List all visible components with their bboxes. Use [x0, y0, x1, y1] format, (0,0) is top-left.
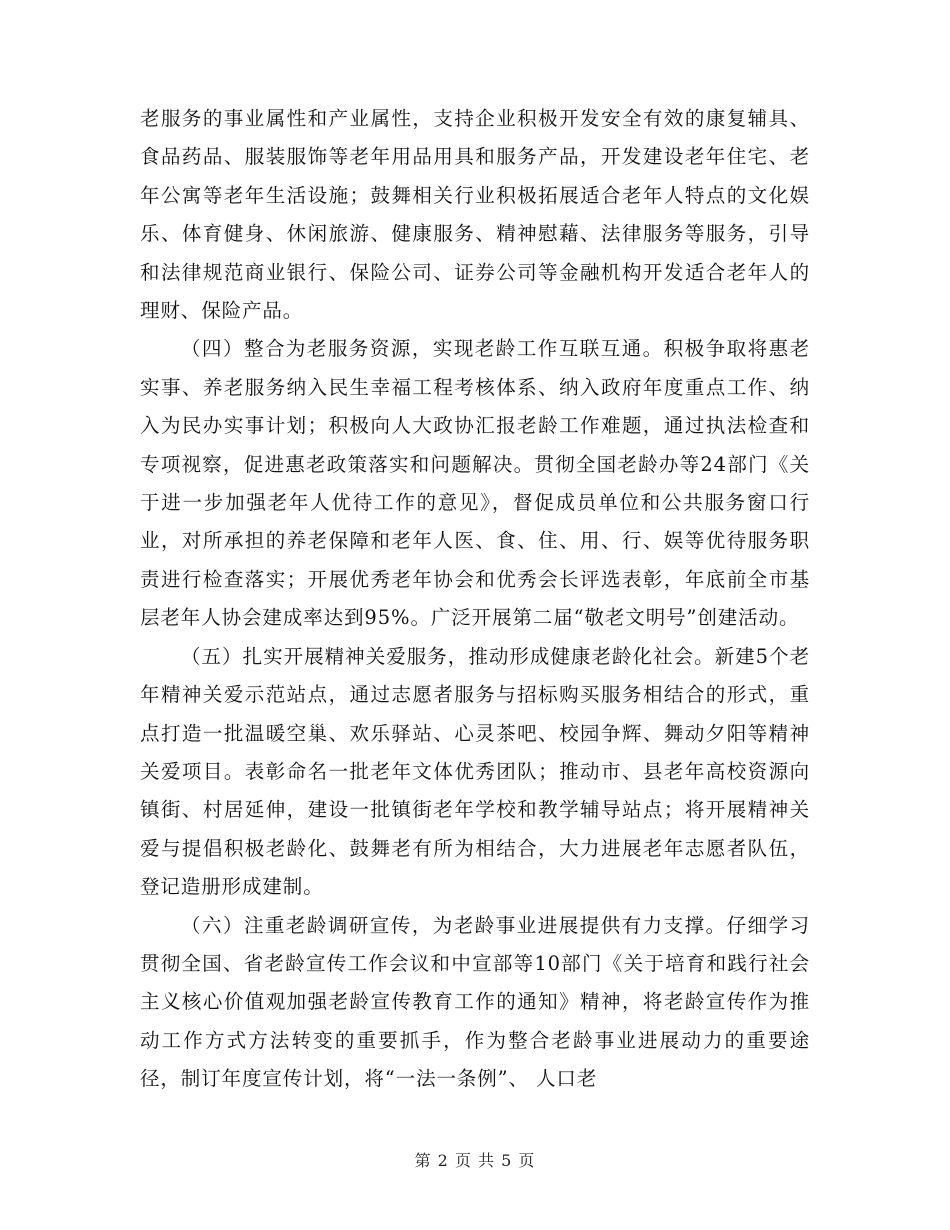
- page-number-footer: 第 2 页 共 5 页: [414, 1151, 536, 1170]
- paragraph-section-6: （六）注重老龄调研宣传，为老龄事业进展提供有力支撑。仔细学习贯彻全国、省老龄宣传工作会议和中宣部等10部门《关于培育和践行社会主义核心价值观加强老龄宣传教育工作的通知》精神，将老龄宣传作为推动工作方式方法转变的重要抓手，作为整合老龄事业进展动力的重要途径，制订年度宣传计划，将“一法一条例”、 人口老: [140, 913, 810, 1091]
- paragraph-continuation: 老服务的事业属性和产业属性，支持企业积极开发安全有效的康复辅具、食品药品、服装服饰等老年用品用具和服务产品，开发建设老年住宅、老年公寓等老年生活设施；鼓舞相关行业积极拓展适合老年人特点的文化娱乐、体育健身、休闲旅游、健康服务、精神慰藉、法律服务等服务，引导和法律规范商业银行、保险公司、证券公司等金融机构开发适合老年人的理财、保险产品。: [140, 107, 810, 323]
- paragraph-section-5: （五）扎实开展精神关爱服务，推动形成健康老龄化社会。新建5个老年精神关爱示范站点，通过志愿者服务与招标购买服务相结合的形式，重点打造一批温暖空巢、欢乐驿站、心灵茶吧、校园争辉、舞动夕阳等精神关爱项目。表彰命名一批老年文体优秀团队；推动市、县老年高校资源向镇街、村居延伸，建设一批镇街老年学校和教学辅导站点；将开展精神关爱与提倡积极老龄化、鼓舞老有所为相结合，大力进展老年志愿者队伍，登记造册形成建制。: [140, 644, 810, 899]
- document-body: [140, 100, 810, 1099]
- paragraph-section-4: （四）整合为老服务资源，实现老龄工作互联互通。积极争取将惠老实事、养老服务纳入民生幸福工程考核体系、纳入政府年度重点工作、纳入为民办实事计划；积极向人大政协汇报老龄工作难题，通过执法检查和专项视察，促进惠老政策落实和问题解决。贯彻全国老龄办等24部门《关于进一步加强老年人优待工作的意见》，督促成员单位和公共服务窗口行业，对所承担的养老保障和老年人医、食、住、用、行、娱等优待服务职责进行检查落实；开展优秀老年协会和优秀会长评选表彰，年底前全市基层老年人协会建成率达到95%。广泛开展第二届“敬老文明号”创建活动。: [140, 337, 810, 630]
